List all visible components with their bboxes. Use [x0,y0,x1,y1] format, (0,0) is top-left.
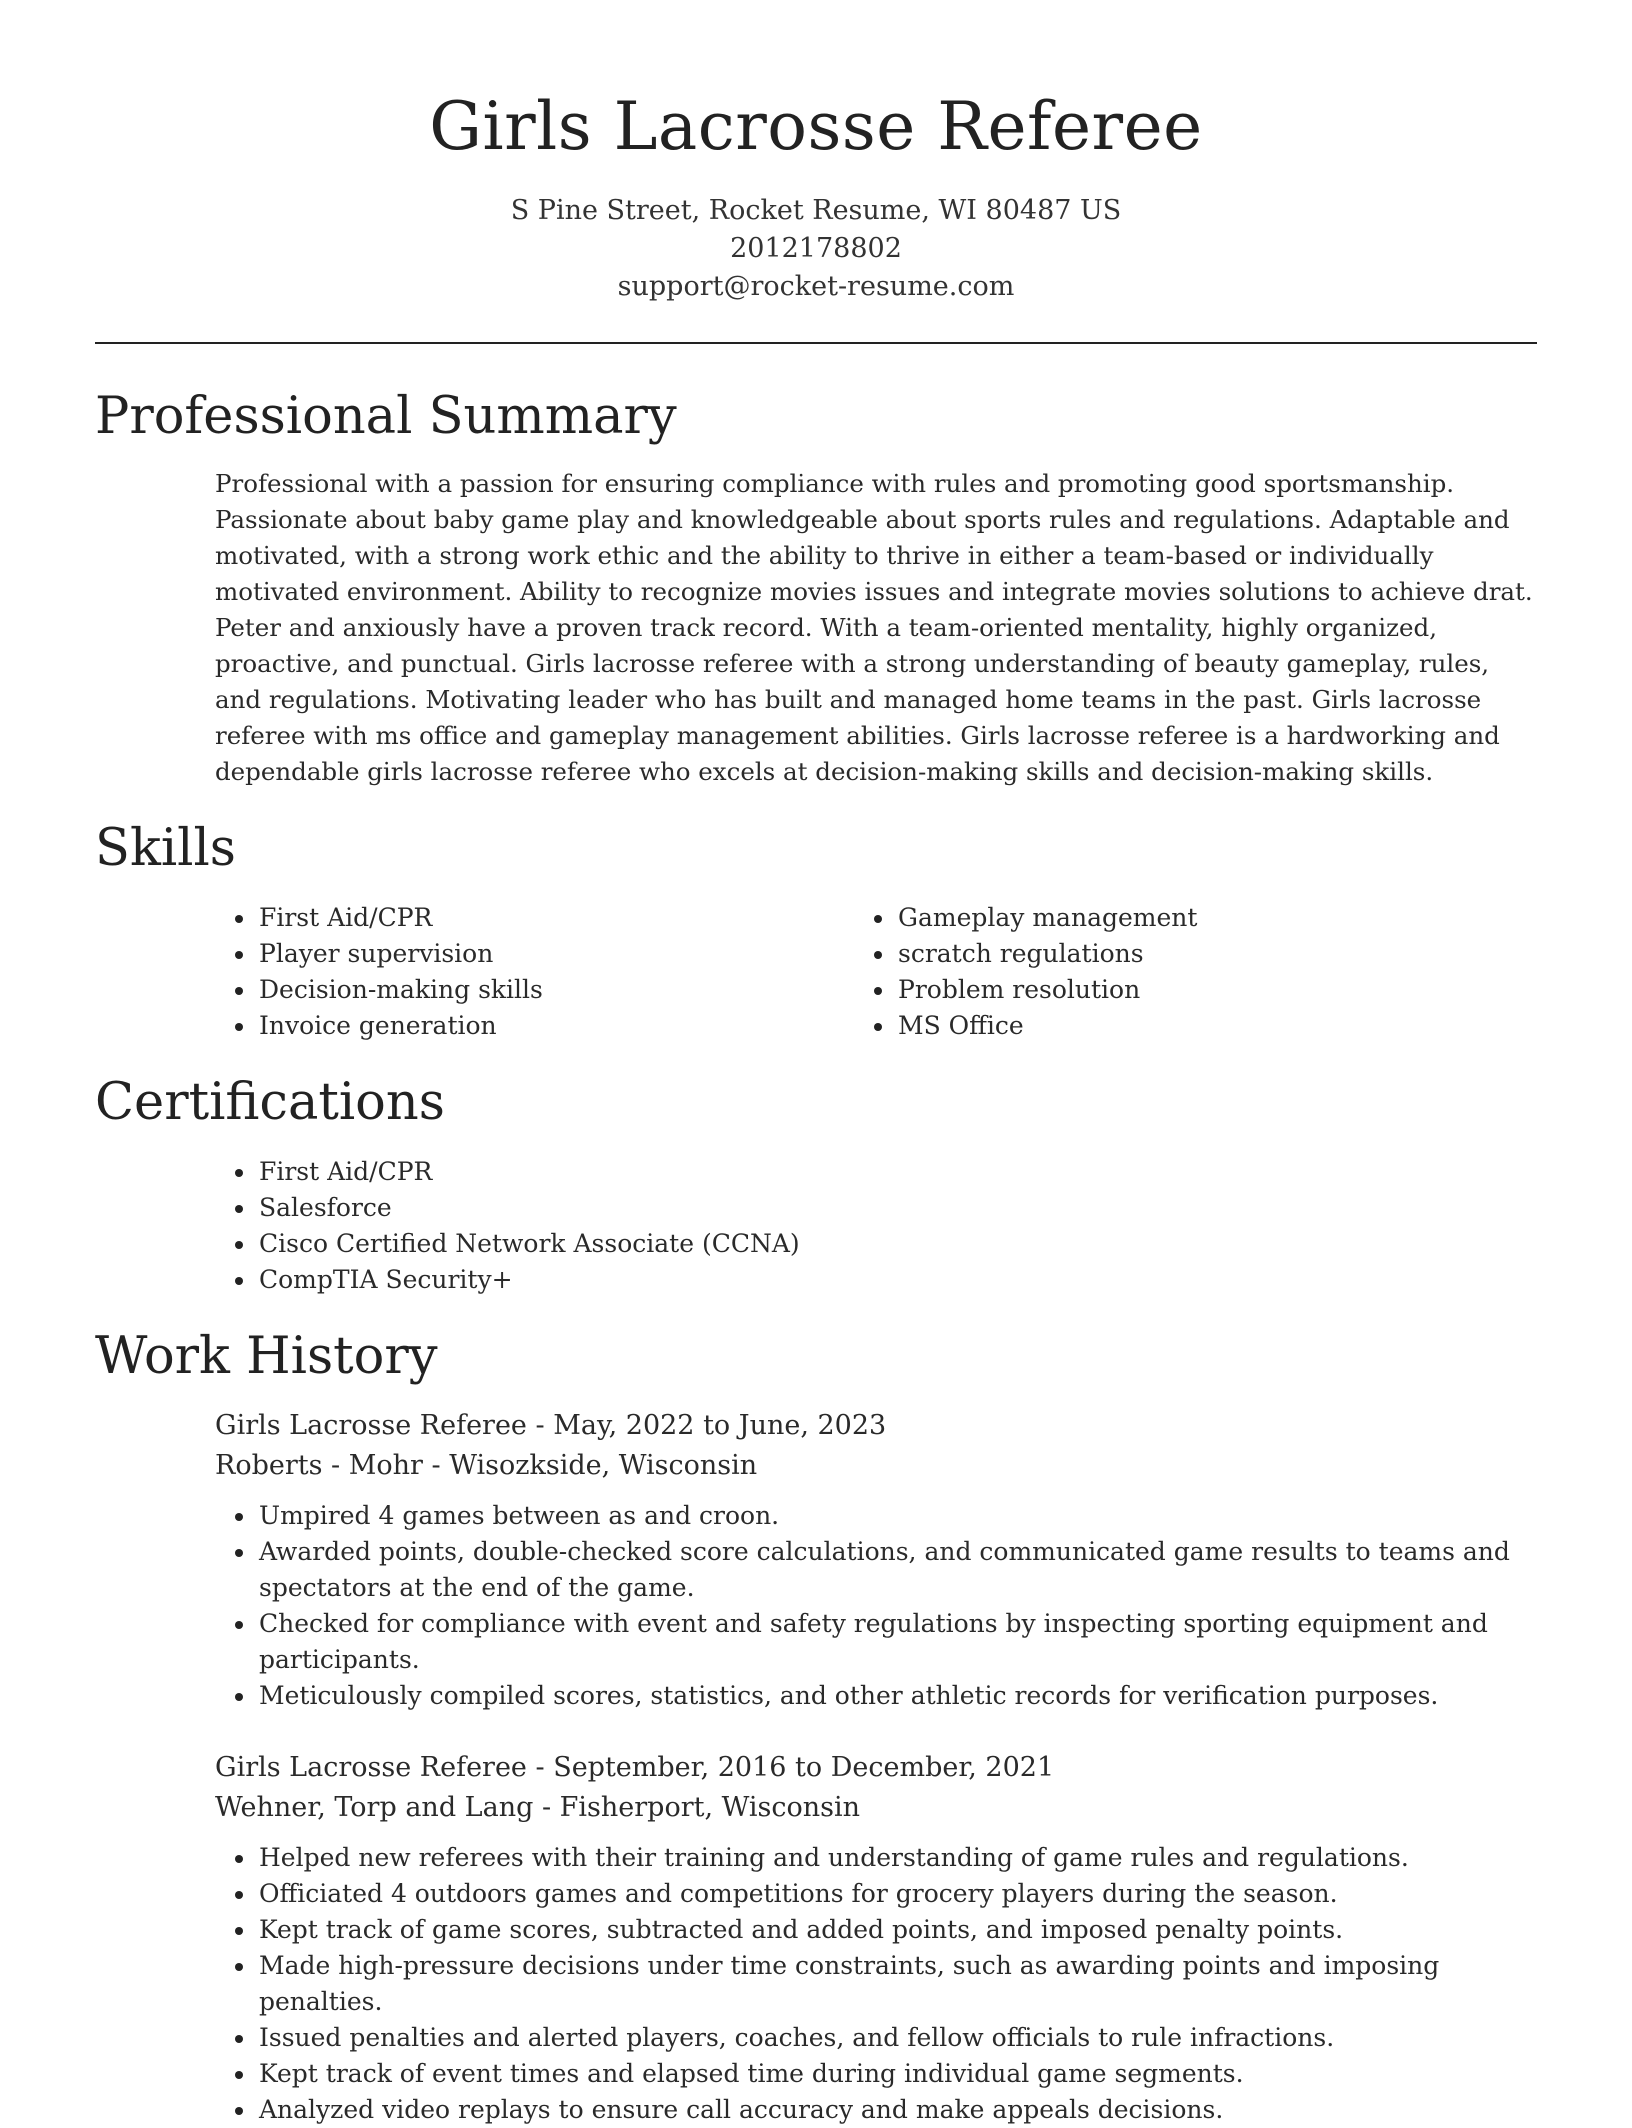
certification-item: First Aid/CPR [259,1154,1537,1190]
contact-phone: 2012178802 [730,233,902,264]
job-bullet: Umpired 4 games between as and croon. [259,1498,1537,1534]
job-company-line: Roberts - Mohr - Wisozkside, Wisconsin [215,1450,758,1481]
work-history-section [95,1324,1537,2128]
skill-item: MS Office [898,1008,1537,1044]
job-bullet: Kept track of game scores, subtracted and added points, and imposed penalty points. [259,1912,1537,1948]
job-bullets [259,1840,1537,2128]
skills-right-column [898,900,1537,1044]
header-divider [95,342,1537,344]
summary-text: Professional with a passion for ensuring compliance with rules and promoting good sportsmanship. Passionate about baby game play and knowledgeable about sports rules and regulations. Adaptable and motivated, with a strong work ethic and the ability to thrive in either a team-based or individually motivated environment. Ability to recognize movies issues and integrate movies solutions to achieve drat. Peter and anxiously have a proven track record. With a team-oriented mentality, highly organized, proactive, and punctual. Girls lacrosse referee with a strong understanding of beauty gameplay, rules, and regulations. Motivating leader who has built and managed home teams in the past. Girls lacrosse referee with ms office and gameplay management abilities. Girls lacrosse referee is a hardworking and dependable girls lacrosse referee who excels at decision-making skills and decision-making skills. [215,469,1533,786]
job-bullet: Made high-pressure decisions under time constraints, such as awarding points and imposing penalties. [259,1948,1537,2020]
certification-item: Cisco Certified Network Associate (CCNA) [259,1226,1537,1262]
contact-address: S Pine Street, Rocket Resume, WI 80487 US [510,195,1122,226]
job-title-line: Girls Lacrosse Referee - September, 2016 to December, 2021 [215,1752,1055,1783]
contact-email: support@rocket-resume.com [617,271,1015,302]
candidate-name: Girls Lacrosse Referee [429,88,1203,165]
work-history-heading: Work History [95,1327,438,1386]
skills-section [95,816,1537,1044]
job-entry [215,1406,1537,1714]
job-bullet: Issued penalties and alerted players, coaches, and fellow officials to rule infractions. [259,2020,1537,2056]
skills-left-column [259,900,898,1044]
summary-section [95,384,1537,790]
certifications-list [259,1154,1537,1298]
skill-item: Gameplay management [898,900,1537,936]
job-bullet: Checked for compliance with event and safety regulations by inspecting sporting equipment and participants. [259,1606,1537,1678]
certifications-heading: Certifications [95,1073,445,1132]
summary-heading: Professional Summary [95,387,677,446]
job-bullet: Helped new referees with their training and understanding of game rules and regulations. [259,1840,1537,1876]
job-bullet: Meticulously compiled scores, statistics, and other athletic records for verification purposes. [259,1678,1537,1714]
job-company-line: Wehner, Torp and Lang - Fisherport, Wisconsin [215,1792,861,1823]
job-bullet: Officiated 4 outdoors games and competitions for grocery players during the season. [259,1876,1537,1912]
skill-item: Invoice generation [259,1008,898,1044]
job-bullets [259,1498,1537,1714]
skill-item: First Aid/CPR [259,900,898,936]
certification-item: CompTIA Security+ [259,1262,1537,1298]
skill-item: scratch regulations [898,936,1537,972]
job-entry [215,1748,1537,2128]
certifications-section [95,1070,1537,1298]
skill-item: Problem resolution [898,972,1537,1008]
skill-item: Decision-making skills [259,972,898,1008]
skill-item: Player supervision [259,936,898,972]
job-bullet: Kept track of event times and elapsed time during individual game segments. [259,2056,1537,2092]
skills-heading: Skills [95,819,236,878]
contact-info [95,192,1537,306]
job-bullet: Analyzed video replays to ensure call accuracy and make appeals decisions. [259,2092,1537,2128]
job-title-line: Girls Lacrosse Referee - May, 2022 to June, 2023 [215,1410,887,1441]
job-bullet: Awarded points, double-checked score calculations, and communicated game results to teams and spectators at the end of the game. [259,1534,1537,1606]
certification-item: Salesforce [259,1190,1537,1226]
resume-header [95,0,1537,306]
skills-columns [259,900,1537,1044]
